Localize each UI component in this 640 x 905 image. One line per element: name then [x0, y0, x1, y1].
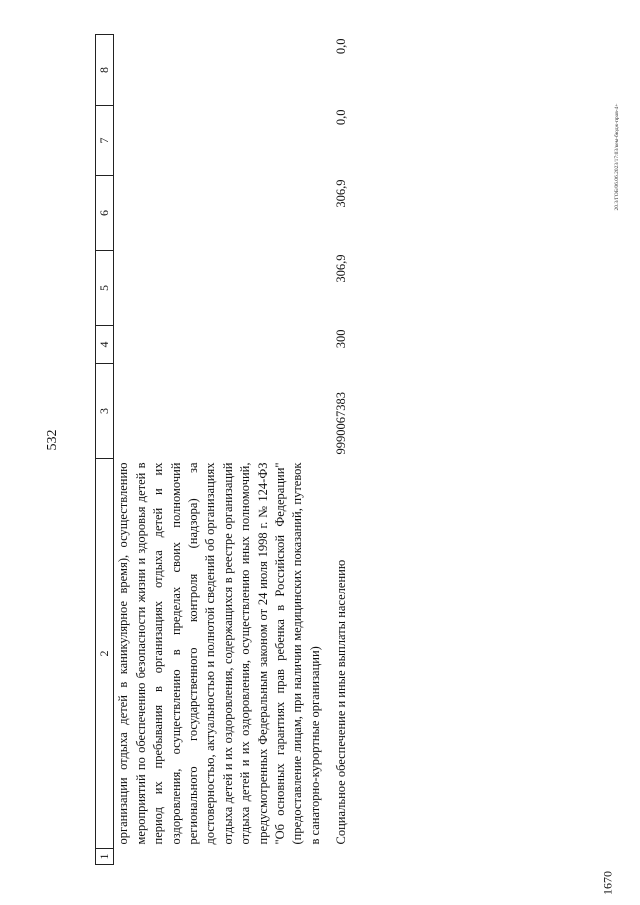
header-cell: 2: [96, 459, 114, 849]
table-header-row: [96, 35, 114, 865]
table-row: [114, 35, 325, 865]
row-value-6: 306,9: [334, 179, 349, 208]
row-value-7: [114, 106, 325, 176]
header-cell: 8: [96, 35, 114, 106]
header-cell: 6: [96, 176, 114, 251]
row-description: Социальное обеспечение и иные выплаты населению: [334, 559, 349, 845]
row-code: 9990067383: [334, 392, 349, 455]
row-type: [114, 326, 325, 364]
page-number: 532: [45, 429, 60, 451]
row-value-6: [114, 176, 325, 251]
row-value-5: [114, 251, 325, 326]
row-value-5: 306,9: [334, 254, 349, 283]
header-cell: 7: [96, 106, 114, 176]
document-code: 20.3/ГОБ/06.06.2023/17:03/кем-бюдж-прав-4+: [614, 103, 620, 211]
row-type: 300: [334, 329, 349, 349]
header-cell: 4: [96, 326, 114, 364]
row-value-8: [114, 35, 325, 106]
side-page-number: 1670: [600, 871, 615, 895]
header-cell: 1: [96, 849, 114, 865]
row-value-7: 0,0: [334, 109, 349, 126]
table-row: [325, 35, 351, 865]
row-code: [114, 364, 325, 459]
row-value-8: 0,0: [334, 38, 349, 55]
rotated-table-container: [95, 35, 540, 865]
row-description: организации отдыха детей в каникулярное время), осуществлению мероприятий по обеспечению безопасности жизни и здоровья детей в период их пребывания в организациях отдыха детей и их оздоровления, осуществлению в пределах своих полномочий регионального государственного контроля (надзора) за достоверностью, актуальностью и полнотой сведений об организациях отдыха детей и их оздоровления, содержащихся в реестре организаций отдыха детей и их оздоровления, осуществлению иных полномочий, предусмотренных Федеральным законом от 24 июля 1998 г. № 124-ФЗ "Об основных гарантиях прав ребенка в Российской Федерации" (предоставление лицам, при наличии медицинских показаний, путевок в санаторно-курортные организации): [116, 462, 322, 845]
header-cell: 3: [96, 364, 114, 459]
header-cell: 5: [96, 251, 114, 326]
budget-table: [95, 34, 352, 865]
